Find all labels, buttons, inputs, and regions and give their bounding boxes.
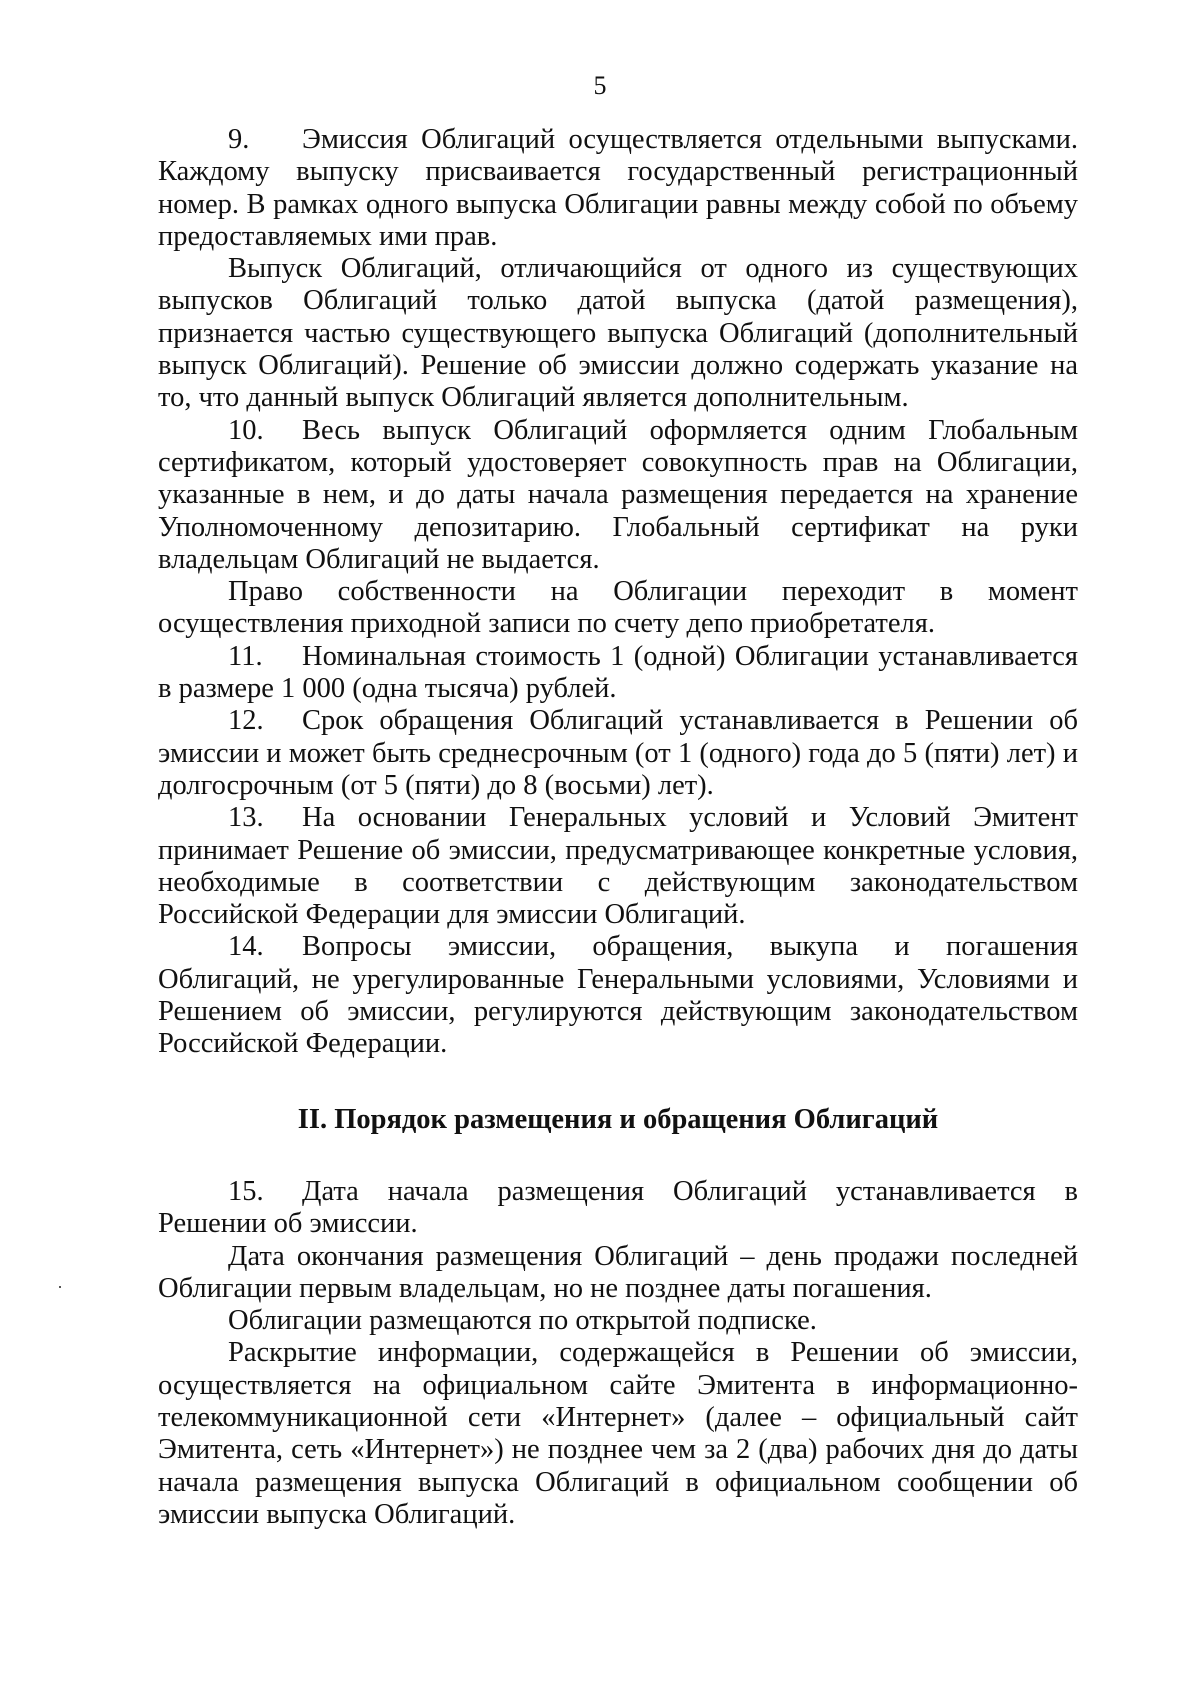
paragraph-text: Раскрытие информации, содержащейся в Решении об эмиссии, осуществляется на официальном сайте Эмитента в информационно-телекоммуникационной сети «Интернет» (далее – официальный сайт Эмитента, сеть «Интернет») не позднее чем за 2 (два) рабочих дня до даты начала размещения выпуска Облигаций в официальном сообщении об эмиссии выпуска Облигаций. bbox=[158, 1337, 1078, 1530]
paragraph-text: Номинальная стоимость 1 (одной) Облигации устанавливается в размере 1 000 (одна тысяча) рублей. bbox=[158, 640, 1078, 705]
paragraph-12 bbox=[158, 705, 1078, 802]
paragraph-number: 11. bbox=[228, 640, 263, 672]
paragraph-number: 15. bbox=[228, 1175, 264, 1207]
paragraph-text: Выпуск Облигаций, отличающийся от одного из существующих выпусков Облигаций только датой выпуска (датой размещения), признается частью существующего выпуска Облигаций (дополнительный выпуск Облигаций). Решение об эмиссии должно содержать указание на то, что данный выпуск Облигаций является дополнительным. bbox=[158, 253, 1078, 414]
paragraph-15-subscription bbox=[158, 1305, 1078, 1337]
paragraph-text: Вопросы эмиссии, обращения, выкупа и погашения Облигаций, не урегулированные Генеральными условиями, Условиями и Решением об эмиссии, регулируются действующим законодательством Российской Федерации. bbox=[158, 931, 1078, 1060]
paragraph-11 bbox=[158, 641, 1078, 706]
paragraph-text: Эмиссия Облигаций осуществляется отдельными выпусками. Каждому выпуску присваивается государственный регистрационный номер. В рамках одного выпуска Облигации равны между собой по объему предоставляемых ими прав. bbox=[158, 124, 1078, 252]
paragraph-13 bbox=[158, 802, 1078, 931]
paragraph-10-continued bbox=[158, 576, 1078, 641]
paragraph-text: Весь выпуск Облигаций оформляется одним Глобальным сертификатом, который удостоверяет совокупность прав на Облигации, указанные в нем, и до даты начала размещения передается на хранение Уполномоченному депозитарию. Глобальный сертификат на руки владельцам Облигаций не выдается. bbox=[158, 414, 1078, 575]
paragraph-10 bbox=[158, 415, 1078, 576]
paragraph-text: Дата начала размещения Облигаций устанавливается в Решении об эмиссии. bbox=[158, 1175, 1078, 1240]
paragraph-text: Дата окончания размещения Облигаций – день продажи последней Облигации первым владельцам, но не позднее даты погашения. bbox=[158, 1240, 1078, 1304]
section-paragraph-list bbox=[158, 1176, 1078, 1531]
paragraph-number: 9. bbox=[228, 124, 250, 155]
paragraph-9-continued bbox=[158, 253, 1078, 414]
paragraph-number: 10. bbox=[228, 414, 264, 446]
paragraph-number: 12. bbox=[228, 705, 264, 737]
paragraph-list bbox=[158, 124, 1078, 1061]
paragraph-number: 14. bbox=[228, 931, 264, 963]
paragraph-14 bbox=[158, 931, 1078, 1060]
paragraph-15-end-date bbox=[158, 1241, 1078, 1306]
paragraph-number: 13. bbox=[228, 802, 264, 834]
paragraph-text: На основании Генеральных условий и Условий Эмитент принимает Решение об эмиссии, предусматривающее конкретные условия, необходимые в соответствии с действующим законодательством Российской Федерации для эмиссии Облигаций. bbox=[158, 802, 1078, 931]
paragraph-15-disclosure bbox=[158, 1337, 1078, 1531]
paragraph-text: Срок обращения Облигаций устанавливается в Решении об эмиссии и может быть среднесрочным (от 1 (одного) года до 5 (пяти) лет) и долгосрочным (от 5 (пяти) до 8 (восьми) лет). bbox=[158, 705, 1078, 801]
paragraph-15 bbox=[158, 1176, 1078, 1241]
paragraph-text: Облигации размещаются по открытой подписке. bbox=[228, 1305, 817, 1337]
document-body bbox=[158, 124, 1078, 1531]
page-number: 5 bbox=[593, 71, 607, 100]
paragraph-9 bbox=[158, 124, 1078, 253]
paragraph-text: Право собственности на Облигации переходит в момент осуществления приходной записи по счету депо приобретателя. bbox=[158, 576, 1078, 640]
section-heading: II. Порядок размещения и обращения Облигаций bbox=[297, 1103, 939, 1135]
scan-speck bbox=[59, 1286, 61, 1288]
